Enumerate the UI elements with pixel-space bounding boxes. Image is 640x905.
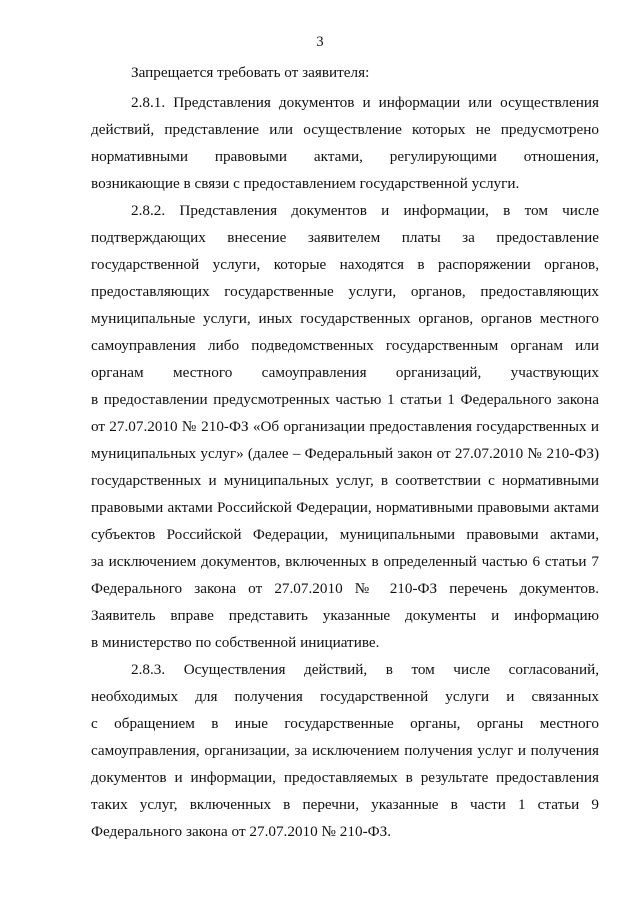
paragraph-2-8-2-line-14: за исключением документов, включенных в определенный частью 6 статьи 7	[91, 553, 599, 570]
paragraph-2-8-1-line-4: возникающие в связи с предоставлением государственной услуги.	[91, 175, 520, 192]
paragraph-2-8-3-line-4: самоуправления, организации, за исключением получения услуг и получения	[91, 742, 599, 759]
page-number: 3	[316, 34, 324, 50]
paragraph-2-8-1-line-3: нормативными правовыми актами, регулирующими отношения,	[91, 148, 599, 165]
paragraph-2-8-2-line-3: государственной услуги, которые находятся в распоряжении органов,	[91, 256, 599, 273]
paragraph-2-8-2-line-7: органам местного самоуправления организаций, участвующих	[91, 364, 599, 381]
paragraph-2-8-1-line-1: 2.8.1. Представления документов и информации или осуществления	[131, 94, 599, 111]
paragraph-2-8-2-line-10: муниципальных услуг» (далее – Федеральный закон от 27.07.2010 № 210-ФЗ)	[91, 445, 599, 462]
paragraph-2-8-3-line-3: с обращением в иные государственные органы, органы местного	[91, 715, 599, 732]
paragraph-2-8-3-line-2: необходимых для получения государственной услуги и связанных	[91, 688, 599, 705]
paragraph-2-8-3-line-1: 2.8.3. Осуществления действий, в том числе согласований,	[131, 661, 599, 678]
paragraph-2-8-3-line-6: таких услуг, включенных в перечни, указанные в части 1 статьи 9	[91, 796, 599, 813]
paragraph-2-8-2-line-9: от 27.07.2010 № 210-ФЗ «Об организации предоставления государственных и	[91, 418, 599, 435]
paragraph-2-8-2-line-16: Заявитель вправе представить указанные документы и информацию	[91, 607, 599, 624]
paragraph-2-8-2-line-2: подтверждающих внесение заявителем платы за предоставление	[91, 229, 599, 246]
paragraph-2-8-2-line-6: самоуправления либо подведомственных государственным органам или	[91, 337, 599, 354]
paragraph-2-8-2-line-4: предоставляющих государственные услуги, органов, предоставляющих	[91, 283, 599, 300]
paragraph-2-8-2-line-1: 2.8.2. Представления документов и информации, в том числе	[131, 202, 599, 219]
paragraph-2-8-2-line-5: муниципальные услуги, иных государственных органов, органов местного	[91, 310, 599, 327]
paragraph-2-8-2-line-13: субъектов Российской Федерации, муниципальными правовыми актами,	[91, 526, 599, 543]
paragraph-2-8-2-line-11: государственных и муниципальных услуг, в соответствии с нормативными	[91, 472, 599, 489]
intro-line: Запрещается требовать от заявителя:	[131, 64, 370, 81]
paragraph-2-8-1-line-2: действий, представление или осуществление которых не предусмотрено	[91, 121, 599, 138]
paragraph-2-8-2-line-12: правовыми актами Российской Федерации, нормативными правовыми актами	[91, 499, 599, 516]
paragraph-2-8-2-line-15: Федерального закона от 27.07.2010 № 210-ФЗ перечень документов.	[91, 580, 599, 597]
paragraph-2-8-3-line-7: Федерального закона от 27.07.2010 № 210-ФЗ.	[91, 823, 392, 840]
paragraph-2-8-2-line-17: в министерство по собственной инициативе.	[91, 634, 380, 651]
paragraph-2-8-2-line-8: в предоставлении предусмотренных частью 1 статьи 1 Федерального закона	[91, 391, 599, 408]
paragraph-2-8-3-line-5: документов и информации, предоставляемых в результате предоставления	[91, 769, 599, 786]
